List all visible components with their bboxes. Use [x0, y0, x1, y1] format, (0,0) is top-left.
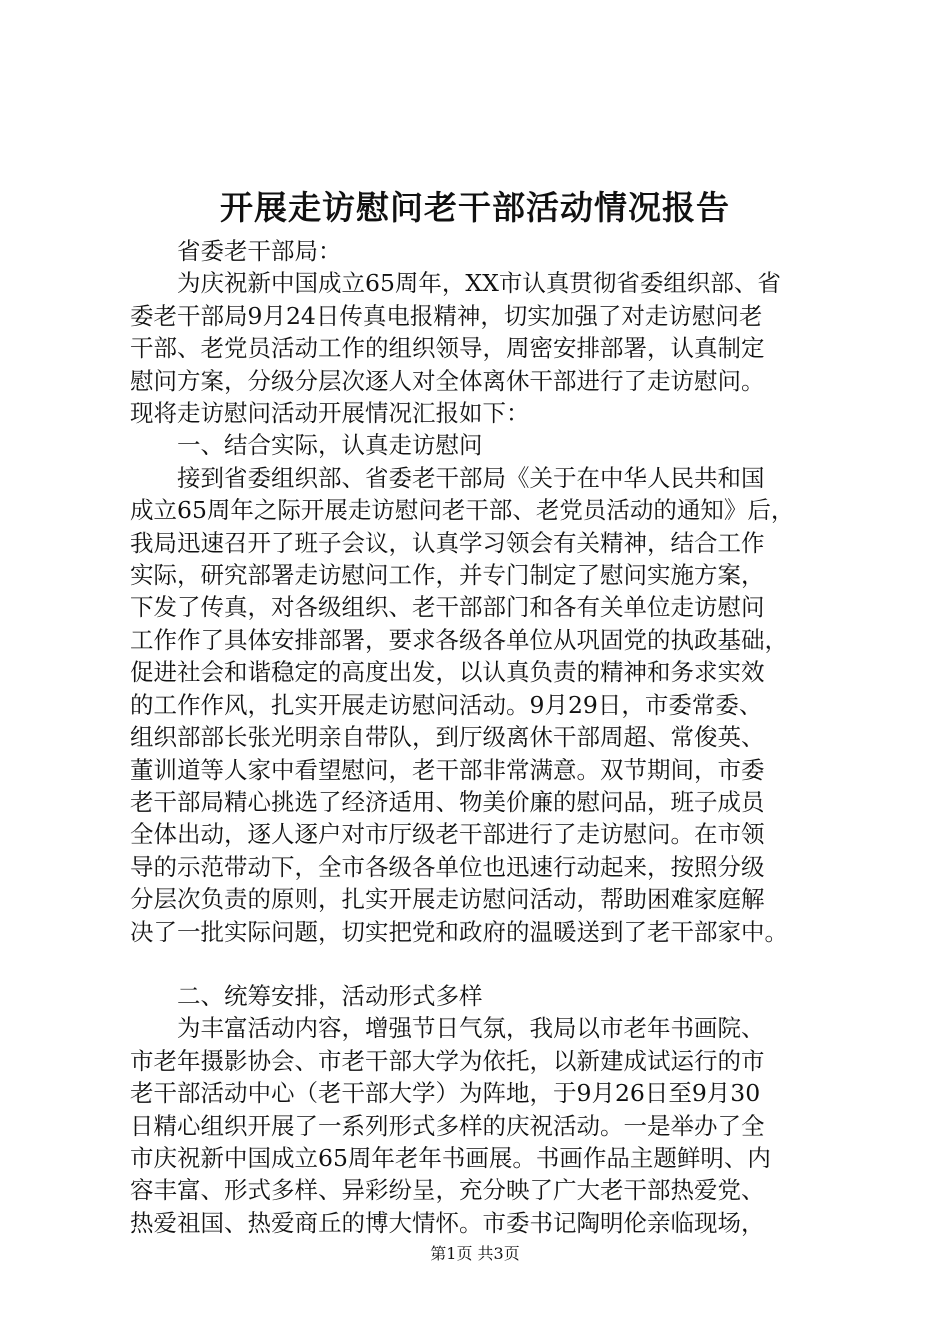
section-heading: 一、结合实际，认真走访慰问 — [177, 431, 483, 460]
paragraph-line: 容丰富、形式多样、异彩纷呈，充分映了广大老干部热爱党、 — [130, 1176, 765, 1205]
paragraph-line: 成立65周年之际开展走访慰问老干部、老党员活动的通知》后， — [130, 496, 795, 525]
document-body — [130, 235, 855, 1239]
paragraph-line: 老干部局精心挑选了经济适用、物美价廉的慰问品，班子成员 — [130, 787, 765, 816]
paragraph-line: 为丰富活动内容，增强节日气氛，我局以市老年书画院、 — [177, 1014, 765, 1043]
paragraph-line: 接到省委组织部、省委老干部局《关于在中华人民共和国 — [177, 463, 765, 492]
paragraph-line: 委老干部局9月24日传真电报精神，切实加强了对走访慰问老 — [130, 301, 763, 330]
paragraph-line: 市庆祝新中国成立65周年老年书画展。书画作品主题鲜明、内 — [130, 1143, 771, 1172]
paragraph-line: 董训道等人家中看望慰问，老干部非常满意。双节期间，市委 — [130, 755, 765, 784]
paragraph-line: 为庆祝新中国成立65周年，XX市认真贯彻省委组织部、省 — [177, 269, 781, 298]
paragraph-line: 我局迅速召开了班子会议，认真学习领会有关精神，结合工作 — [130, 528, 765, 557]
paragraph-line: 实际，研究部署走访慰问工作，并专门制定了慰问实施方案， — [130, 561, 765, 590]
paragraph-line: 老干部活动中心（老干部大学）为阵地，于9月26日至9月30 — [130, 1079, 761, 1108]
salutation: 省委老干部局： — [177, 237, 342, 265]
paragraph-line: 现将走访慰问活动开展情况汇报如下： — [130, 399, 530, 428]
paragraph-spacer — [130, 948, 855, 980]
paragraph-line: 工作作了具体安排部署，要求各级各单位从巩固党的执政基础， — [130, 625, 788, 654]
section-heading: 二、统筹安排，活动形式多样 — [177, 981, 483, 1010]
paragraph-line: 慰问方案，分级分层次逐人对全体离休干部进行了走访慰问。 — [130, 366, 765, 395]
paragraph-line: 组织部部长张光明亲自带队，到厅级离休干部周超、常俊英、 — [130, 723, 765, 752]
paragraph-line: 日精心组织开展了一系列形式多样的庆祝活动。一是举办了全 — [130, 1111, 765, 1140]
paragraph-line: 全体出动，逐人逐户对市厅级老干部进行了走访慰问。在市领 — [130, 820, 765, 849]
paragraph-line: 下发了传真，对各级组织、老干部部门和各有关单位走访慰问 — [130, 593, 765, 622]
page-footer: 第1页 共3页 — [430, 1244, 520, 1263]
paragraph-line: 市老年摄影协会、市老干部大学为依托，以新建成试运行的市 — [130, 1046, 765, 1075]
paragraph-line: 促进社会和谐稳定的高度出发，以认真负责的精神和务求实效 — [130, 658, 765, 687]
document-title: 开展走访慰问老干部活动情况报告 — [220, 188, 730, 227]
paragraph-line: 决了一批实际问题，切实把党和政府的温暖送到了老干部家中。 — [130, 917, 788, 946]
paragraph-line: 分层次负责的原则，扎实开展走访慰问活动，帮助困难家庭解 — [130, 885, 765, 914]
paragraph-line: 的工作作风，扎实开展走访慰问活动。9月29日，市委常委、 — [130, 690, 763, 719]
paragraph-line: 干部、老党员活动工作的组织领导，周密安排部署，认真制定 — [130, 334, 765, 363]
paragraph-line: 导的示范带动下，全市各级各单位也迅速行动起来，按照分级 — [130, 852, 765, 881]
paragraph-line: 热爱祖国、热爱商丘的博大情怀。市委书记陶明伦亲临现场， — [130, 1208, 765, 1237]
